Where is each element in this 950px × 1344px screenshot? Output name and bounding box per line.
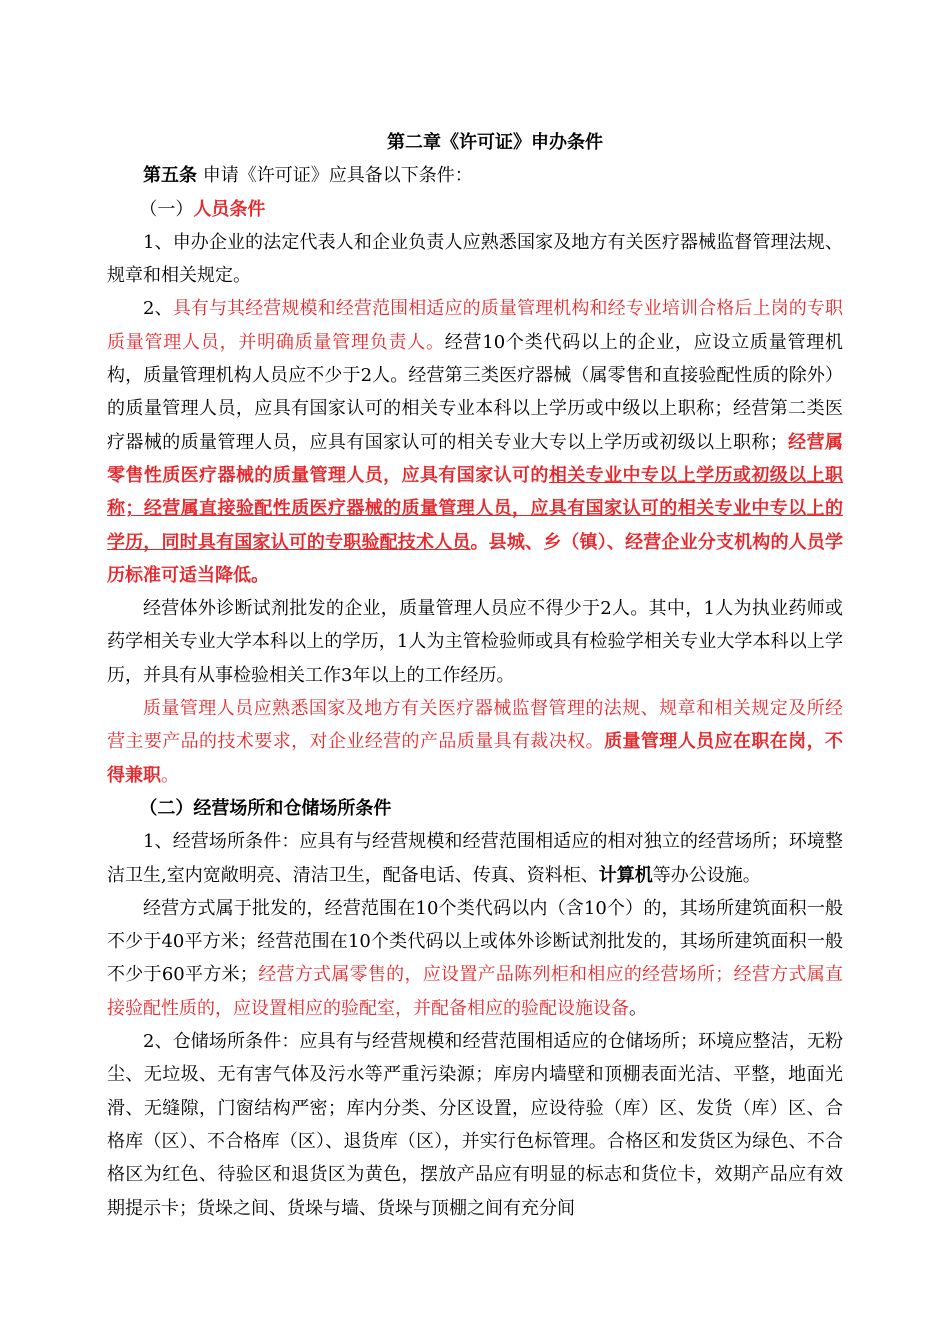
p5-tail: 等办公设施。 (652, 864, 761, 886)
chapter-title: 第二章《许可证》申办条件 (387, 132, 603, 153)
article-text: 申请《许可证》应具备以下条件： (197, 165, 473, 187)
paragraph-6 (107, 892, 843, 1025)
p2-number: 2、 (143, 298, 173, 320)
section-1-prefix: （一） (139, 198, 194, 220)
section-1-label: 人员条件 (193, 198, 266, 220)
p4-red-text: 质量管理人员应熟悉国家及地方有关医疗器械监督管理的法规、规章和相关规定及所经营主要产品的技术要求，对企业经营的产品质量具有裁决权。 (107, 698, 843, 753)
p4-bold-red: 质量管理人员应在职在岗，不得兼职 (107, 731, 844, 786)
article-5 (107, 159, 843, 192)
p2-red-text: 具有与其经营规模和经营范围相适应的质量管理机构和经专业培训合格后上岗的专职质量管理人员，并明确质量管理负责人。 (107, 298, 844, 353)
paragraph-1: 1、申办企业的法定代表人和企业负责人应熟悉国家及地方有关医疗器械监督管理法规、规章和相关规定。 (107, 231, 843, 287)
paragraph-7: 2、仓储场所条件：应具有与经营规模和经营范围相适应的仓储场所；环境应整洁，无粉尘、无垃圾、无有害气体及污水等严重污染源；库房内墙壁和顶棚表面光洁、平整，地面光滑、无缝隙，门窗结构严密；库内分类、分区设置，应设待验（库）区、发货（库）区、合格库（区）、不合格库（区）、退货库（区），并实行色标管理。合格区和发货区为绿色、不合格区为红色、待验区和退货区为黄色，摆放产品应有明显的标志和货位卡，效期产品应有效期提示卡；货垛之间、货垛与墙、货垛与顶棚之间有充分间 (107, 1031, 843, 1219)
paragraph-3: 经营体外诊断试剂批发的企业，质量管理人员应不得少于2人。其中，1人为执业药师或药学相关专业大学本科以上的学历，1人为主管检验师或具有检验学相关专业大学本科以上学历，并具有从事检验相关工作3年以上的工作经历。 (107, 598, 843, 686)
paragraph-2 (107, 292, 843, 592)
p6-text: 经营方式属于批发的，经营范围在10个类代码以内（含10个）的，其场所建筑面积一般不少于40平方米；经营范围在10个类代码以上或体外诊断试剂批发的，其场所建筑面积一般不少于60平方米； (107, 897, 843, 986)
p5-bold: 计算机 (598, 864, 653, 886)
paragraph-4 (107, 692, 843, 792)
section-2-heading: （二）经营场所和仓储场所条件 (139, 797, 392, 819)
article-label: 第五条 (143, 165, 197, 187)
p4-tail: 。 (161, 764, 179, 786)
p2-text: 经营10个类代码以上的企业，应设立质量管理机构，质量管理机构人员应不少于2人。经营第三类医疗器械（属零售和直接验配性质的除外）的质量管理人员，应具有国家认可的相关专业本科以上学历或中级以上职称；经营第二类医疗器械的质量管理人员，应具有国家认可的相关专业大专以上学历或初级以上职称； (107, 331, 843, 453)
p2-underlined-red: 相关专业中专以上学历或初级以上职称；经营属直接验配性质医疗器械的质量管理人员，应具有国家认可的相关专业中专以上的学历，同时具有国家认可的专职验配技术人员 (107, 464, 843, 553)
section-1-heading (107, 193, 843, 226)
document-page (107, 126, 843, 1225)
p2-bold-red-tail: 。县城、乡（镇）、经营企业分支机构的人员学历标准可适当降低。 (107, 531, 843, 586)
paragraph-5 (107, 825, 843, 892)
p2-bold-red: 经营属零售性质医疗器械的质量管理人员，应具有国家认可的 (107, 431, 843, 486)
p6-tail: 。 (629, 997, 647, 1019)
p6-red-text: 经营方式属零售的，应设置产品陈列柜和相应的经营场所；经营方式属直接验配性质的，应设置相应的验配室，并配备相应的验配设施设备 (107, 964, 844, 1019)
p5-text: 1、经营场所条件：应具有与经营规模和经营范围相适应的相对独立的经营场所；环境整洁卫生,室内宽敞明亮、清洁卫生，配备电话、传真、资料柜、 (107, 831, 843, 886)
